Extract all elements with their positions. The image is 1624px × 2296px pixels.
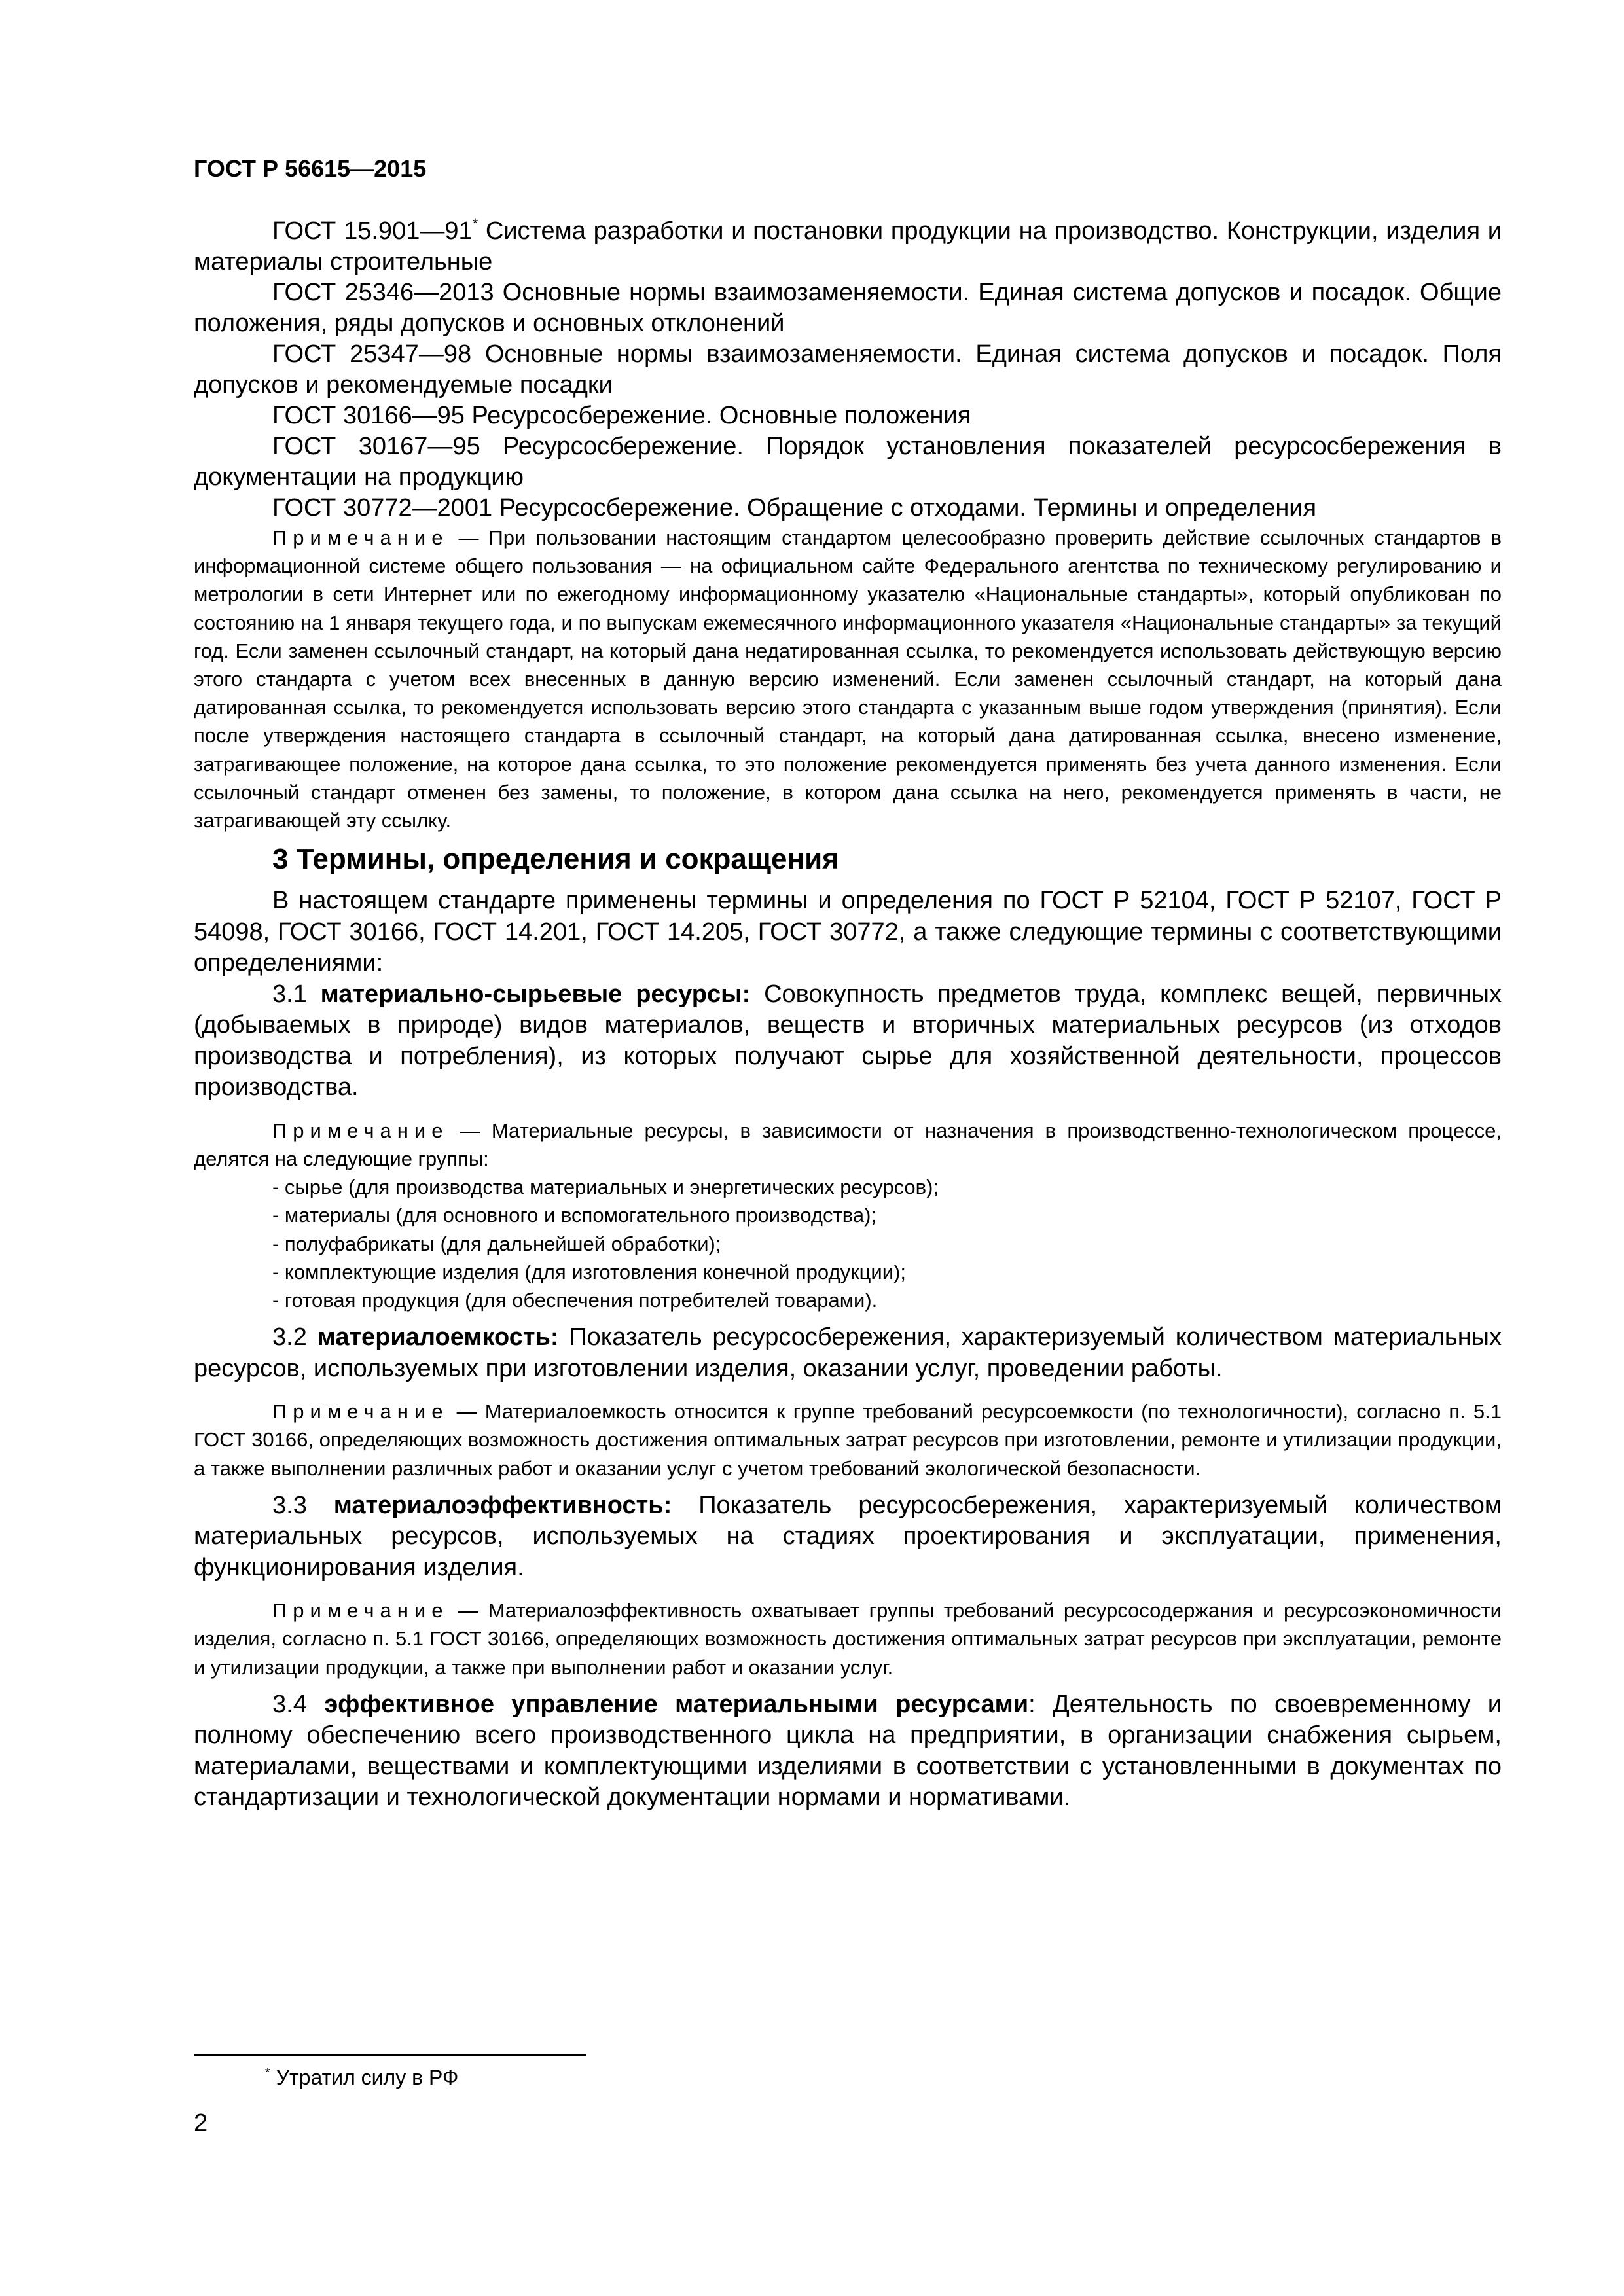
section-intro: В настоящем стандарте применены термины и определения по ГОСТ Р 52104, ГОСТ Р 52107, ГОСТ Р 54098, ГОСТ 30166, ГОСТ 14.201, ГОСТ 14.205, ГОСТ 30772, а также следующие термины с соответствующими определениями: [194,887,1502,977]
term-note-3-2 [194,1397,1502,1482]
footnote [265,2064,458,2090]
term-number: 3.4 [272,1690,325,1718]
page-number: 2 [194,2109,208,2137]
references-note [194,524,1502,834]
footnote-separator [194,2054,586,2056]
reference-code: ГОСТ 25346—2013 [272,279,494,306]
reference-entry [194,216,1502,278]
note-label: Примечание [272,1119,449,1142]
term-definition-3-1 [194,979,1502,1103]
reference-entry [194,339,1502,401]
list-item: - готовая продукция (для обеспечения потребителей товарами). [272,1288,878,1312]
term-definition: Показатель ресурсосбережения, характеризуемый количеством материальных ресурсов, используемых при изготовлении изделия, оказании услуг, проведении работы. [194,1323,1502,1382]
reference-code: ГОСТ 30166—95 [272,402,465,429]
term-definition: Совокупность предметов труда, комплекс вещей, первичных (добываемых в природе) видов материалов, веществ и вторичных материальных ресурсов (из отходов производства и потребления), из которых получают сырье для хозяйственной деятельности, процессов производства. [194,980,1502,1102]
normative-references-list [194,216,1502,524]
reference-title: Основные нормы взаимозаменяемости. Единая система допусков и посадок. Поля допусков и рекомендуемые посадки [194,340,1502,399]
term-definition: Показатель ресурсосбережения, характеризуемый количеством материальных ресурсов, используемых на стадиях проектирования и эксплуатации, применения, функционирования изделия. [194,1491,1502,1581]
reference-entry [194,493,1502,524]
note-text: — При пользовании настоящим стандартом целесообразно проверить действие ссылочных стандартов в информационной системе общего пользования — на официальном сайте Федерального агентства по техническому регулированию и метрологии в сети Интернет или по ежегодному информационному указателю «Национальные стандарты», который опубликован по состоянию на 1 января текущего года, и по выпускам ежемесячного информационного указателя «Национальные стандарты» за текущий год. Если заменен ссылочный стандарт, на который дана недатированная ссылка, то рекомендуется использовать действующую версию этого стандарта с учетом всех внесенных в данную версию изменений. Если заменен ссылочный стандарт, на который дана датированная ссылка, то рекомендуется использовать версию этого стандарта с указанным выше годом утверждения (принятия). Если после утверждения настоящего стандарта в ссылочный стандарт, на который дана датированная ссылка, внесено изменение, затрагивающее положение, на которое дана ссылка, то это положение рекомендуется применять без учета данного изменения. Если ссылочный стандарт отменен без замены, то положение, в котором дана ссылка на него, рекомендуется применять в части, не затрагивающей эту ссылку. [194,526,1502,833]
list-item: - комплектующие изделия (для изготовления конечной продукции); [272,1260,906,1283]
material-groups-list [194,1173,1502,1314]
term-name: материально-сырьевые ресурсы: [320,980,751,1008]
page-content [194,154,1502,1814]
term-name: материалоэффективность: [333,1491,672,1519]
reference-code: ГОСТ 25347—98 [272,340,472,368]
note-text: — Материалоэффективность охватывает группы требований ресурсосодержания и ресурсоэкономичности изделия, согласно п. 5.1 ГОСТ 30166, определяющих возможность достижения оптимальных затрат ресурсов при эксплуатации, ремонте и утилизации продукции, а также при выполнении работ и оказании услуг. [194,1599,1502,1679]
reference-entry [194,278,1502,339]
section-heading: 3 Термины, определения и сокращения [272,843,839,876]
term-number: 3.1 [272,980,321,1008]
note-label: Примечание [272,526,449,549]
note-label: Примечание [272,1599,449,1623]
list-item: - сырье (для производства материальных и энергетических ресурсов); [272,1175,939,1199]
term-definition-3-3 [194,1490,1502,1584]
reference-title: Основные нормы взаимозаменяемости. Единая система допусков и посадок. Общие положения, ряды допусков и основных отклонений [194,279,1502,337]
running-header: ГОСТ Р 56615—2015 [194,155,427,182]
term-note-3-1 [194,1117,1502,1314]
reference-title: Ресурсосбережение. Порядок установления показателей ресурсосбережения в документации на продукцию [194,433,1502,491]
note-label: Примечание [272,1400,449,1424]
reference-title: Ресурсосбережение. Обращение с отходами. Термины и определения [492,494,1317,522]
term-definition: : Деятельность по своевременному и полному обеспечению всего производственного цикла на предприятии, в организации снабжения сырьем, материалами, веществами и комплектующими изделиями в соответствии с установленными в документах по стандартизации и технологической документации нормами и нормативами. [194,1690,1502,1812]
footnote-marker: * [472,215,478,232]
term-note-3-3 [194,1596,1502,1681]
term-definition-3-2 [194,1322,1502,1384]
reference-code: ГОСТ 15.901—91 [272,217,473,245]
footnote-marker: * [265,2066,270,2080]
reference-title: Система разработки и постановки продукции на производство. Конструкции, изделия и материалы строительные [194,217,1502,276]
term-number: 3.2 [272,1323,317,1352]
footnote-text: Утратил силу в РФ [270,2066,459,2089]
list-item: - полуфабрикаты (для дальнейшей обработки); [272,1232,721,1255]
term-definition-3-4 [194,1689,1502,1814]
term-name: эффективное управление материальными ресурсами [324,1690,1029,1718]
reference-title: Ресурсосбережение. Основные положения [464,402,971,429]
reference-code: ГОСТ 30167—95 [272,433,480,460]
reference-code: ГОСТ 30772—2001 [272,494,493,522]
note-text: — Материалоемкость относится к группе требований ресурсоемкости (по технологичности), согласно п. 5.1 ГОСТ 30166, определяющих возможность достижения оптимальных затрат ресурсов при изготовлении, ремонте и утилизации продукции, а также выполнении различных работ и оказании услуг с учетом требований экологической безопасности. [194,1400,1502,1480]
list-item: - материалы (для основного и вспомогательного производства); [272,1204,877,1227]
note-text: — Материальные ресурсы, в зависимости от назначения в производственно-технологическом процессе, делятся на следующие группы: [194,1119,1502,1170]
reference-entry [194,401,1502,431]
reference-entry [194,431,1502,493]
term-name: материалоемкость: [317,1323,559,1352]
term-number: 3.3 [272,1491,334,1519]
